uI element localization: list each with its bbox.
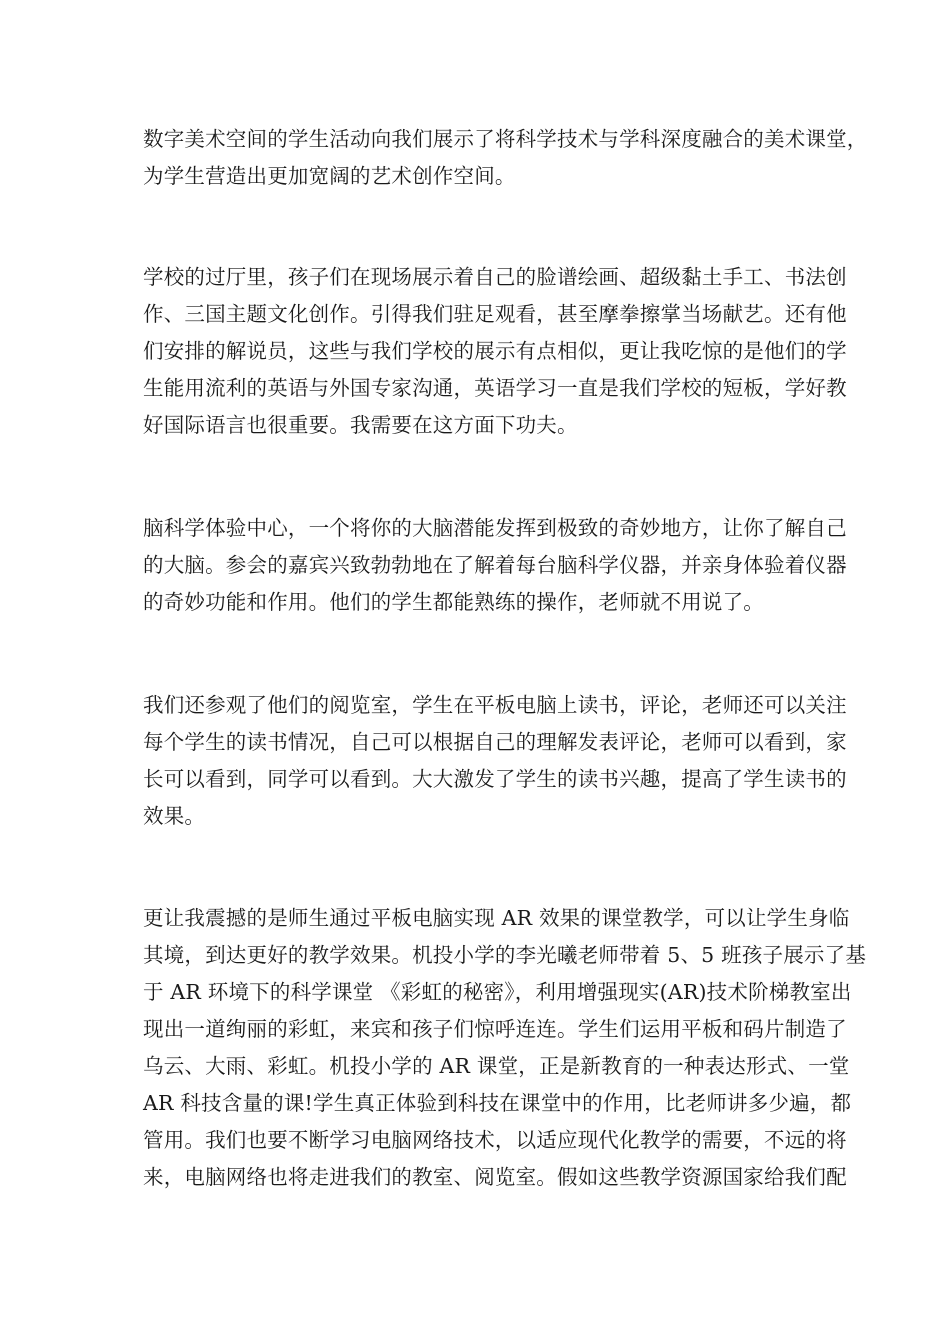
paragraph-2-line-4: 生能用流利的英语与外国专家沟通，英语学习一直是我们学校的短板，学好教 [143,376,847,400]
paragraph-4-line-2: 每个学生的读书情况，自己可以根据自己的理解发表评论，老师可以看到，家 [143,730,847,754]
paragraph-5-line-3: 于 AR 环境下的科学课堂 《彩虹的秘密》，利用增强现实(AR)技术阶梯教室出 [143,980,852,1004]
paragraph-3-line-2: 的大脑。参会的嘉宾兴致勃勃地在了解着每台脑科学仪器，并亲身体验着仪器 [143,553,847,577]
paragraph-5-line-4: 现出一道绚丽的彩虹，来宾和孩子们惊呼连连。学生们运用平板和码片制造了 [143,1017,847,1041]
paragraph-2-line-3: 们安排的解说员，这些与我们学校的展示有点相似，更让我吃惊的是他们的学 [143,339,847,363]
paragraph-4-line-1: 我们还参观了他们的阅览室，学生在平板电脑上读书，评论，老师还可以关注 [143,693,847,717]
paragraph-5-line-1: 更让我震撼的是师生通过平板电脑实现 AR 效果的课堂教学，可以让学生身临 [143,906,850,930]
paragraph-4-line-4: 效果。 [143,804,206,828]
paragraph-2-line-5: 好国际语言也很重要。我需要在这方面下功夫。 [143,413,578,437]
paragraph-2-line-1: 学校的过厅里，孩子们在现场展示着自己的脸谱绘画、超级黏土手工、书法创 [143,265,847,289]
paragraph-3-line-3: 的奇妙功能和作用。他们的学生都能熟练的操作，老师就不用说了。 [143,590,764,614]
paragraph-5-line-5: 乌云、大雨、彩虹。机投小学的 AR 课堂，正是新教育的一种表达形式、一堂 [143,1054,850,1078]
paragraph-3-line-1: 脑科学体验中心，一个将你的大脑潜能发挥到极致的奇妙地方，让你了解自己 [143,516,847,540]
paragraph-5-line-6: AR 科技含量的课!学生真正体验到科技在课堂中的作用，比老师讲多少遍，都 [143,1091,852,1115]
paragraph-5-line-8: 来，电脑网络也将走进我们的教室、阅览室。假如这些教学资源国家给我们配 [143,1165,847,1189]
paragraph-5-line-2: 其境，到达更好的教学效果。机投小学的李光曦老师带着 5、5 班孩子展示了基 [143,943,867,967]
paragraph-1-line-1: 数字美术空间的学生活动向我们展示了将科学技术与学科深度融合的美术课堂， [143,127,868,151]
paragraph-2-line-2: 作、三国主题文化创作。引得我们驻足观看，甚至摩拳擦掌当场献艺。还有他 [143,302,847,326]
paragraph-5-line-7: 管用。我们也要不断学习电脑网络技术，以适应现代化教学的需要，不远的将 [143,1128,847,1152]
paragraph-1-line-2: 为学生营造出更加宽阔的艺术创作空间。 [143,164,516,188]
paragraph-4-line-3: 长可以看到，同学可以看到。大大激发了学生的读书兴趣，提高了学生读书的 [143,767,847,791]
